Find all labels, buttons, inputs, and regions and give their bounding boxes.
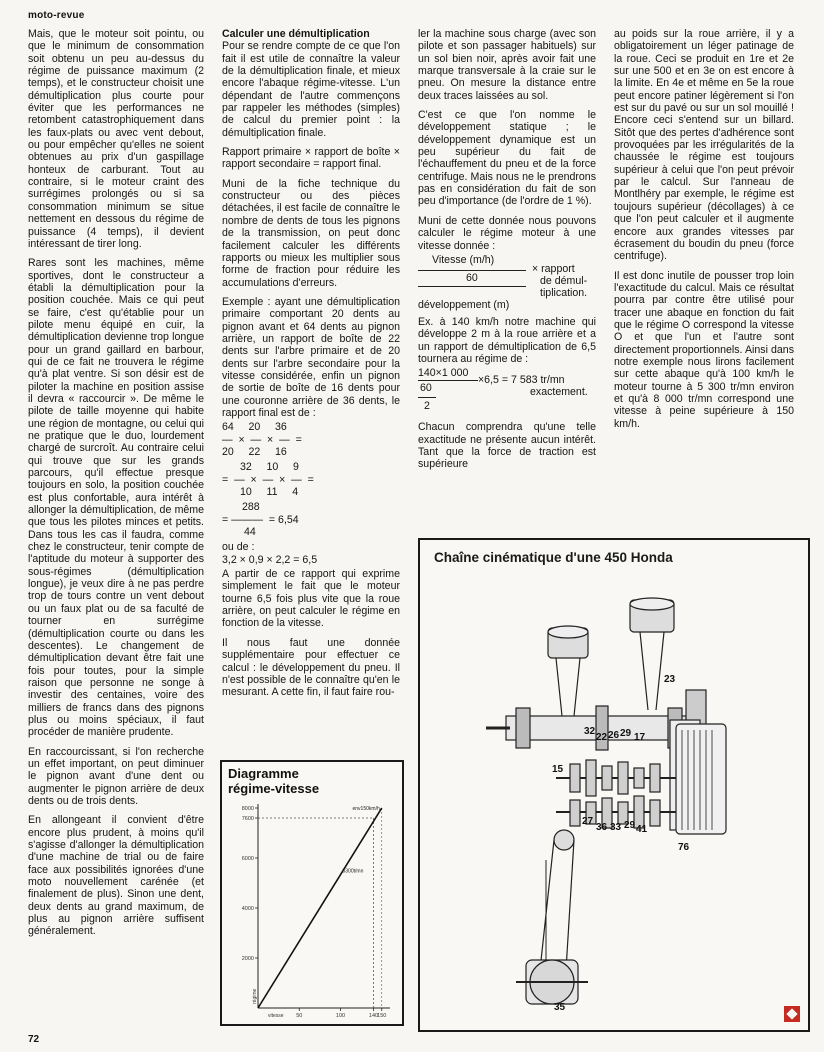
paragraph: C'est ce que l'on nomme le développement statique ; le développement dynamique est un peu supérieur du fait de l'échauffement du pneu et de la force centrifuge. Mais nous ne le prendrons pas en considération du fait de son peu d'importance (de l'ordre de 1 %).	[418, 109, 596, 208]
fraction-formula-2	[222, 461, 400, 498]
y-axis-label: régime	[252, 988, 258, 1004]
article-column-3	[418, 28, 596, 478]
paragraph: Chacun comprendra qu'une telle exactitude ne présente aucun intérêt. Tant que la force de traction est supérieure	[418, 421, 596, 471]
paragraph: En raccourcissant, si l'on recherche un effet important, on peut diminuer le pignon avant d'une dent ou augmenter le pignon arrière de deux dents ou de trois dents.	[28, 745, 204, 807]
paragraph: ler la machine sous charge (avec son pilote et son passager habituels) sur un sol bien noir, après avoir fait une marque transversale à la craie sur le pneu. On mesure la distance entre deux traces laissées au sol.	[418, 28, 596, 102]
part-label: 22	[596, 732, 608, 743]
example-divisor: 60	[420, 382, 432, 395]
x-tick-label: 50	[296, 1013, 303, 1019]
example-formula	[418, 367, 596, 419]
x-tick-label: 140	[368, 1013, 379, 1019]
crank-web	[596, 706, 608, 750]
part-label: 33	[610, 822, 622, 833]
y-tick-label: 2000	[241, 956, 254, 962]
paragraph: Pour se rendre compte de ce que l'on fait il est utile de connaître la valeur de la démultiplication finale, et mieux encore l'abaque régime-vitesse. L'un dépendant de l'autre commençons par rappeler les méthodes (simples) de calcul du premier point : la démultiplication finale.	[222, 40, 400, 139]
example-result: ×6,5 = 7 583 tr/mn	[478, 374, 565, 387]
conrod-right	[640, 632, 648, 710]
paragraph: Il nous faut une donnée supplémentaire pour effectuer ce calcul : le développement du pneu. Il n'est possible de le connaître qu'en le mesurant. A cette fin, il faut faire rou-	[222, 636, 400, 699]
y-tick-label: 6000	[241, 856, 254, 862]
y-tick-label: 7600	[241, 816, 254, 822]
example-rule-1	[418, 380, 478, 381]
chart-title-line-1: Diagramme	[228, 766, 299, 781]
series-line	[258, 808, 382, 1008]
piston-left-top	[548, 626, 588, 638]
transmission-diagram	[418, 538, 810, 1032]
fraction-denominator: 10 11 4	[240, 486, 299, 499]
part-label: 17	[634, 732, 646, 743]
annotation-label: 5300t/mn	[342, 868, 364, 875]
part-label: 76	[678, 842, 690, 853]
formula-rule-2	[418, 286, 526, 287]
diagram-title: Chaîne cinématique d'une 450 Honda	[434, 550, 673, 565]
x-tick-label: 100	[335, 1013, 346, 1019]
paragraph: En allongeant il convient d'être encore plus prudent, à moins qu'il s'agisse d'allonger la démultiplication d'une machine de trial ou de faire face aux possibilités ignorées d'une moto nouvellement carénée (et finalement de plus). Sinon une dent, deux dents au grand maximum, de plus au pignon arrière suffisent généralement.	[28, 814, 204, 938]
fraction-denominator: 20 22 16	[222, 446, 287, 458]
part-label: 29	[624, 820, 636, 831]
annotation-label: env150km/h	[352, 806, 380, 812]
page-number: 72	[28, 1034, 40, 1045]
fraction-operators: — × — × — =	[222, 433, 302, 446]
paragraph: Ex. à 140 km/h notre machine qui développe 2 m à la roue arrière et a un rapport de démultiplication de 6,5 tournera au régime de :	[418, 315, 596, 365]
paragraph: Rapport primaire × rapport de boîte × rapport secondaire = rapport final.	[222, 146, 400, 171]
y-tick-label: 4000	[241, 906, 254, 912]
chart-title-line-2: régime-vitesse	[228, 781, 320, 796]
paragraph: Muni de la fiche technique du constructeur ou des pièces détachées, il est facile de connaître le nombre de dents de tous les pignons de la transmission, on peut donc facilement calculer les différents rapports ou mieux les multiplier sous forme de fraction pour réduire les accumulations d'erreurs.	[222, 177, 400, 289]
fraction-numerator: 32 10 9	[240, 461, 299, 474]
example-rule-2	[418, 397, 436, 398]
part-label: 36	[596, 822, 608, 833]
example-numerator: 140×1 000	[418, 367, 469, 380]
chain-run	[540, 840, 554, 970]
part-label: 41	[636, 824, 648, 835]
formula-factor: de démul-	[540, 274, 588, 287]
part-label: 23	[664, 674, 676, 685]
part-label: 32	[584, 726, 596, 737]
fraction-formula-1	[222, 421, 400, 458]
section-heading: Calculer une démultiplication	[222, 28, 370, 40]
y-tick-label: 8000	[241, 806, 254, 812]
fraction-numerator: 288	[242, 501, 260, 514]
fraction-result: = 6,54	[268, 513, 299, 526]
paragraph: Mais, que le moteur soit pointu, ou que le minimum de consommation soit obtenu un peu au-dessus du régime de puissance maximum (2 temps), et le constructeur choisit une démultiplication plus courte pour éviter que les performances ne retombent catastrophiquement dans les faux-plats ou avec vent debout, ou pour empêcher qu'elles ne soient obtenues au prix d'un gaspillage honteux de carburant. Tout au contraire, si le moteur craint des surrégimes prolongés ou si sa consommation minimum se situe nettement en dessous du régime de puissance (4 temps), il devient intéressant de tirer long.	[28, 28, 204, 250]
publisher-logo-icon	[784, 1006, 800, 1022]
formula-divisor: 60	[466, 271, 478, 284]
paragraph: A partir de ce rapport qui exprime simplement le fait que le moteur tourne 6,5 fois plus vite que la roue arrière, on peut calculer le régime en fonction de la vitesse.	[222, 568, 400, 630]
flywheel-disc	[516, 708, 530, 748]
equals-sign: = ———	[222, 513, 263, 526]
example-denominator: 2	[424, 400, 430, 413]
example-result-2: exactement.	[530, 386, 588, 399]
formula-denominator: développement (m)	[418, 298, 510, 311]
part-label: 29	[620, 728, 632, 739]
article-column-1	[28, 28, 204, 945]
fraction-operators: = — × — × — =	[222, 473, 314, 486]
magazine-header: moto-revue	[28, 10, 85, 21]
article-column-4	[614, 28, 794, 437]
paragraph: au poids sur la roue arrière, il y a obligatoirement un léger patinage de la roue. Ceci se produit en 1re et 2e sur une 500 et en 3e on est encore à la limite. En 4e et même en 5e la roue peut encore patiner légèrement si l'on est sur du pavé ou sur un sol mouillé ! Encore ceci s'entend sur un billard. Sitôt que des pertes d'adhérence sont provoquées par les irrégularités de la chaussée le régime est toujours supérieur à celui que l'on peut prévoir par le calcul. Sur l'anneau de Montlhéry par exemple, le régime est toujours supérieur (décollages) à ce que l'on peut calculer et il augmente encore aux grandes vitesses par écrasement du boudin du pneu (force centrifuge).	[614, 28, 794, 263]
piston-right-top	[630, 598, 674, 610]
regime-formula	[418, 254, 596, 312]
x-tick-label: 150	[377, 1013, 387, 1019]
text-line: ou de :	[222, 541, 255, 554]
fraction-numerator: 64 20 36	[222, 421, 287, 434]
conrod-left	[556, 658, 562, 716]
x-axis-label: vitesse	[268, 1013, 284, 1019]
article-column-2	[222, 28, 400, 706]
formula-numerator: Vitesse (m/h)	[432, 253, 495, 266]
clutch-housing	[676, 724, 726, 834]
part-label: 26	[608, 730, 620, 741]
part-label: 35	[554, 1002, 566, 1013]
chain-run	[566, 840, 574, 970]
fraction-line-row	[222, 514, 400, 526]
chart-plot-area	[222, 762, 402, 1024]
fraction-denominator: 44	[244, 526, 256, 539]
part-label: 15	[552, 764, 564, 775]
equation: 3,2 × 0,9 × 2,2 = 6,5	[222, 553, 318, 566]
fraction-formula-3	[222, 501, 400, 538]
conrod-left	[574, 658, 580, 716]
part-label: 27	[582, 816, 594, 827]
output-sprocket	[554, 830, 574, 850]
regime-speed-chart	[220, 760, 404, 1026]
conrod-right	[656, 632, 664, 710]
formula-rule-1	[418, 270, 526, 271]
paragraph: Rares sont les machines, même sportives, dont le constructeur a établi la démultiplication pour la position couchée. Mais ce qui peut se faire, c'est qu'établie pour un pilote menu équipé en cuir, la démultiplication devienne trop longue pour un grand gaillard en barbour, qui de ce fait ne trouvera le régime qu'à plat ventre. Si son désir est de piloter la machine en position assise il devra « raccourcir ». De même le pilote de taille moyenne qui habite une région de montagne, ou celui qui ne pratique que le duo, lourdement chargé de surcroît. Au contraire celui qui trouve que sur les grands parcours, qu'il effectue presque toujours en solo, la position couchée est plus confortable, aura intérêt à allonger la démultiplication, de même que tous les pilotes minces et petits. Dans tous les cas il faudra, comme chez le constructeur, tenir compte de l'aptitude du moteur à supporter des sous-régimes (démultiplication longue), je veux dire à ne pas perdre trop de tours contre un vent debout ou un faux plat ou de sa faculté de tourner en surrégime (démultiplication courte ou dans les descentes). Le changement de démultiplication devant être fait une fois pour toutes, pour la simple raison que personne ne songe à investir des centaines, voire des milliers de francs dans des pignons plus ou moins spéciaux, il faut procéder de manière prudente.	[28, 257, 204, 739]
paragraph: Il est donc inutile de pousser trop loin l'exactitude du calcul. Mais ce résultat pourra par contre être utilisé pour tracer une abaque en fonction du fait que le régime O correspond la vitesse O et que l'un et l'autre sont directement proportionnels. Ainsi dans notre exemple nous lirons facilement sur cette abaque qu'à 100 km/h le moteur tourne à 5 300 tr/mn environ et qu'à 8 000 tr/mn correspond une vitesse à peine supérieure à 150 km/h.	[614, 269, 794, 430]
paragraph: Muni de cette donnée nous pouvons calculer le régime moteur à une vitesse donnée :	[418, 214, 596, 252]
transmission-drawing	[420, 540, 808, 1030]
formula-factor: × rapport	[532, 262, 575, 275]
formula-factor: tiplication.	[540, 286, 588, 299]
paragraph: Exemple : ayant une démultiplication primaire comportant 20 dents au pignon avant et 64 dents au pignon arrière, un rapport de boîte de 22 dents sur l'arbre primaire et de 20 dents sur l'arbre secondaire pour la vitesse considérée, enfin un pignon de sortie de boîte de 16 dents pour une couronne arrière de 36 dents, le rapport final est de :	[222, 295, 400, 419]
